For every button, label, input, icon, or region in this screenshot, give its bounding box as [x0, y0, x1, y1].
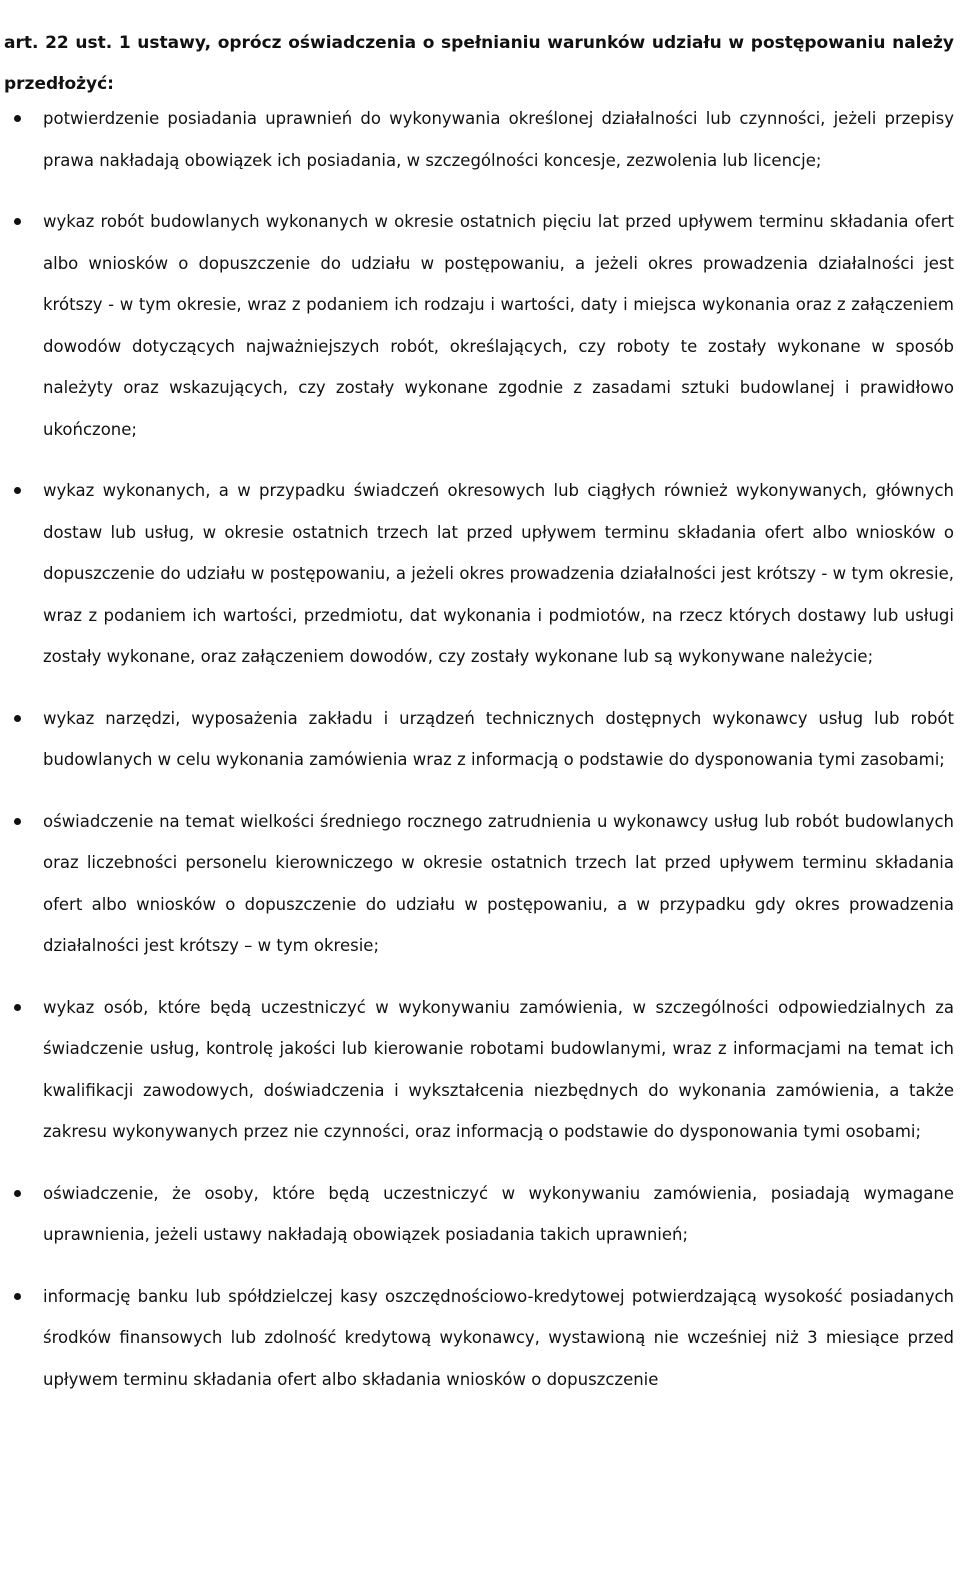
- bullet-icon: [14, 218, 21, 225]
- list-item-text: wykaz wykonanych, a w przypadku świadczeń okresowych lub ciągłych również wykonywanych, głównych dostaw lub usług, w okresie ostatnich trzech lat przed upływem terminu składania ofert albo wniosków o dopuszczenie do udziału w postępowaniu, a jeżeli okres prowadzenia działalności jest krótszy - w tym okresie, wraz z podaniem ich wartości, przedmiotu, dat wykonania i podmiotów, na rzecz których dostawy lub usługi zostały wykonane, oraz załączeniem dowodów, czy zostały wykonane lub są wykonywane należycie;: [43, 481, 954, 666]
- list-item: [0, 98, 954, 181]
- bullet-icon: [14, 487, 21, 494]
- bullet-icon: [14, 1190, 21, 1197]
- list-item-text: oświadczenie na temat wielkości średniego rocznego zatrudnienia u wykonawcy usług lub robót budowlanych oraz liczebności personelu kierowniczego w okresie ostatnich trzech lat przed upływem terminu składania ofert albo wniosków o dopuszczenie do udziału w postępowaniu, a w przypadku gdy okres prowadzenia działalności jest krótszy – w tym okresie;: [43, 811, 954, 955]
- bullet-icon: [14, 1293, 21, 1300]
- list-item: [0, 1173, 954, 1256]
- bullet-icon: [14, 1004, 21, 1011]
- list-item: [0, 987, 954, 1153]
- list-item-text: wykaz narzędzi, wyposażenia zakładu i urządzeń technicznych dostępnych wykonawcy usług lub robót budowlanych w celu wykonania zamówienia wraz z informacją o podstawie do dysponowania tymi zasobami;: [43, 708, 954, 769]
- bullet-icon: [14, 818, 21, 825]
- list-item: [0, 801, 954, 967]
- list-item-text: oświadczenie, że osoby, które będą uczestniczyć w wykonywaniu zamówienia, posiadają wymagane uprawnienia, jeżeli ustawy nakładają obowiązek posiadania takich uprawnień;: [43, 1183, 954, 1244]
- list-item-text: potwierdzenie posiadania uprawnień do wykonywania określonej działalności lub czynności, jeżeli przepisy prawa nakładają obowiązek ich posiadania, w szczególności koncesje, zezwolenia lub licencje;: [43, 109, 954, 170]
- intro-paragraph: art. 22 ust. 1 ustawy, oprócz oświadczenia o spełnianiu warunków udziału w postępowaniu należy przedłożyć:: [4, 33, 954, 94]
- requirements-list: [0, 98, 960, 1420]
- bullet-icon: [14, 115, 21, 122]
- list-item-text: wykaz robót budowlanych wykonanych w okresie ostatnich pięciu lat przed upływem terminu składania ofert albo wniosków o dopuszczenie do udziału w postępowaniu, a jeżeli okres prowadzenia działalności jest krótszy - w tym okresie, wraz z podaniem ich rodzaju i wartości, daty i miejsca wykonania oraz z załączeniem dowodów dotyczących najważniejszych robót, określających, czy roboty te zostały wykonane w sposób należyty oraz wskazujących, czy zostały wykonane zgodnie z zasadami sztuki budowlanej i prawidłowo ukończone;: [43, 212, 954, 439]
- list-item-text: informację banku lub spółdzielczej kasy oszczędnościowo-kredytowej potwierdzającą wysokość posiadanych środków finansowych lub zdolność kredytową wykonawcy, wystawioną nie wcześniej niż 3 miesiące przed upływem terminu składania ofert albo składania wniosków o dopuszczenie: [43, 1286, 954, 1389]
- list-item: [0, 201, 954, 450]
- bullet-icon: [14, 715, 21, 722]
- list-item-text: wykaz osób, które będą uczestniczyć w wykonywaniu zamówienia, w szczególności odpowiedzialnych za świadczenie usług, kontrolę jakości lub kierowanie robotami budowlanymi, wraz z informacjami na temat ich kwalifikacji zawodowych, doświadczenia i wykształcenia niezbędnych do wykonania zamówienia, a także zakresu wykonywanych przez nie czynności, oraz informacją o podstawie do dysponowania tymi osobami;: [43, 997, 954, 1141]
- list-item: [0, 1276, 954, 1401]
- cut-off-heading: [4, 0, 954, 4]
- list-item: [0, 470, 954, 678]
- list-item: [0, 698, 954, 781]
